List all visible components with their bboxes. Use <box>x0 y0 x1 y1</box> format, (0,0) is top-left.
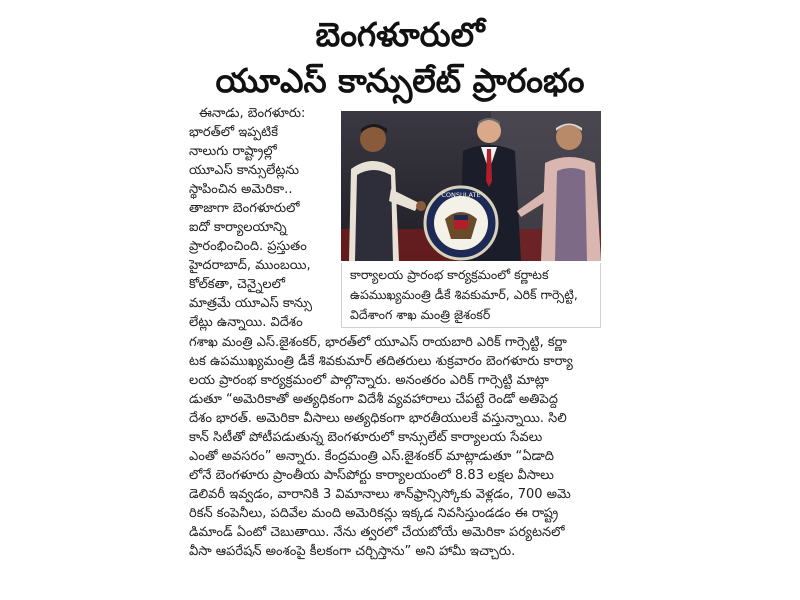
text-line: రికన్ కంపెనీలు, పదివేల మంది అమెరికన్లు ఇక్కడ నివసిస్తుండడం ఈ రాష్ట్ర <box>189 506 559 521</box>
headline-line-1: బెంగళూరులో <box>315 15 485 54</box>
text-line: యూఎస్ కాన్సులేట్లను <box>189 163 299 178</box>
news-photo <box>341 111 601 261</box>
text-line: ప్రారంభించింది. ప్రస్తుతం <box>189 239 307 254</box>
text-line: దేశం భారత్. అమెరికా వీసాలు అత్యధికంగా భారతీయులకే వస్తున్నాయి. సిలి <box>189 411 567 426</box>
article-body <box>189 333 601 561</box>
text-line: ఐదో కార్యాలయాన్ని <box>189 220 287 235</box>
consulate-seal-icon <box>425 187 497 259</box>
photo-with-caption <box>341 111 601 329</box>
text-line: కాన్ సిటీతో పోటీపడుతున్న బెంగళూరులో కాన్సులేట్ కార్యాలయ సేవలు <box>189 430 543 445</box>
text-line: డుతూ “అమెరికాతో అత్యధికంగా విదేశీ వ్యవహారాలు చేపట్టే రెండో అతిపెద్ద <box>189 392 558 407</box>
seal-text: CONSULATE <box>441 191 481 199</box>
text-line: ఎంతో అవసరం” అన్నారు. కేంద్రమంత్రి ఎస్.జైశంకర్ మాట్లాడుతూ “ఏడాది <box>189 449 554 464</box>
headline-line-2: యూఎస్ కాన్సులేట్ ప్రారంభం <box>215 61 585 100</box>
text-line: వీసా ఆపరేషన్ అంశంపై కీలకంగా చర్చిస్తాను” అని హామీ ఇచ్చారు. <box>189 544 516 559</box>
text-line: లయ ప్రారంభ కార్యక్రమంలో పాల్గొన్నారు. అనంతరం ఎరిక్ గార్సెట్టి మాట్లా <box>189 373 549 388</box>
text-line: డెలివరీ ఇవ్వడం, వారానికి 3 విమానాలు శాన్‌ఫ్రాన్సిస్కోకు వెళ్లడం, 700 అమె <box>189 487 571 502</box>
text-line: టక ఉపముఖ్యమంత్రి డీకే శివకుమార్ తదితరులు శుక్రవారం బెంగళూరు కార్యా <box>189 354 573 369</box>
text-line: హైదరాబాద్, ముంబయి, <box>189 258 311 273</box>
left-column <box>189 104 341 332</box>
text-line: తాజాగా బెంగళూరులో <box>189 201 300 216</box>
text-line: కోల్‌కతా, చెన్నైలలో <box>189 277 285 292</box>
text-line: భారత్‌లో ఇప్పటికే <box>189 125 278 140</box>
text-line: డిమాండ్ ఏంటో చెబుతాయి. నేను త్వరలో చేయబోయే అమెరికా పర్యటనలో <box>189 525 565 540</box>
text-line: నాలుగు రాష్ట్రాల్లో <box>189 144 277 159</box>
dateline: ఈనాడు, బెంగళూరు: <box>199 106 306 121</box>
text-line: లోనే బెంగళూరు ప్రాంతీయ పాస్‌పోర్టు కార్యాలయంలో 8.83 లక్షల వీసాలు <box>189 468 554 483</box>
text-line: గశాఖ మంత్రి ఎస్.జైశంకర్, భారత్‌లో యూఎస్ రాయబారి ఎరిక్ గార్సెట్టి, కర్ణా <box>189 335 567 350</box>
text-line: మాత్రమే యూఎస్ కాన్సు <box>189 296 313 311</box>
photo-caption: కార్యాలయ ప్రారంభ కార్యక్రమంలో కర్ణాటక ఉపముఖ్యమంత్రి డీకే శివకుమార్, ఎరిక్ గార్సెట్టి, విదేశాంగ శాఖ మంత్రి జైశంకర్ <box>341 263 601 328</box>
text-line: లేట్లు ఉన్నాయి. విదేశం <box>189 315 303 330</box>
text-line: స్థాపించిన అమెరికా.. <box>189 182 293 197</box>
